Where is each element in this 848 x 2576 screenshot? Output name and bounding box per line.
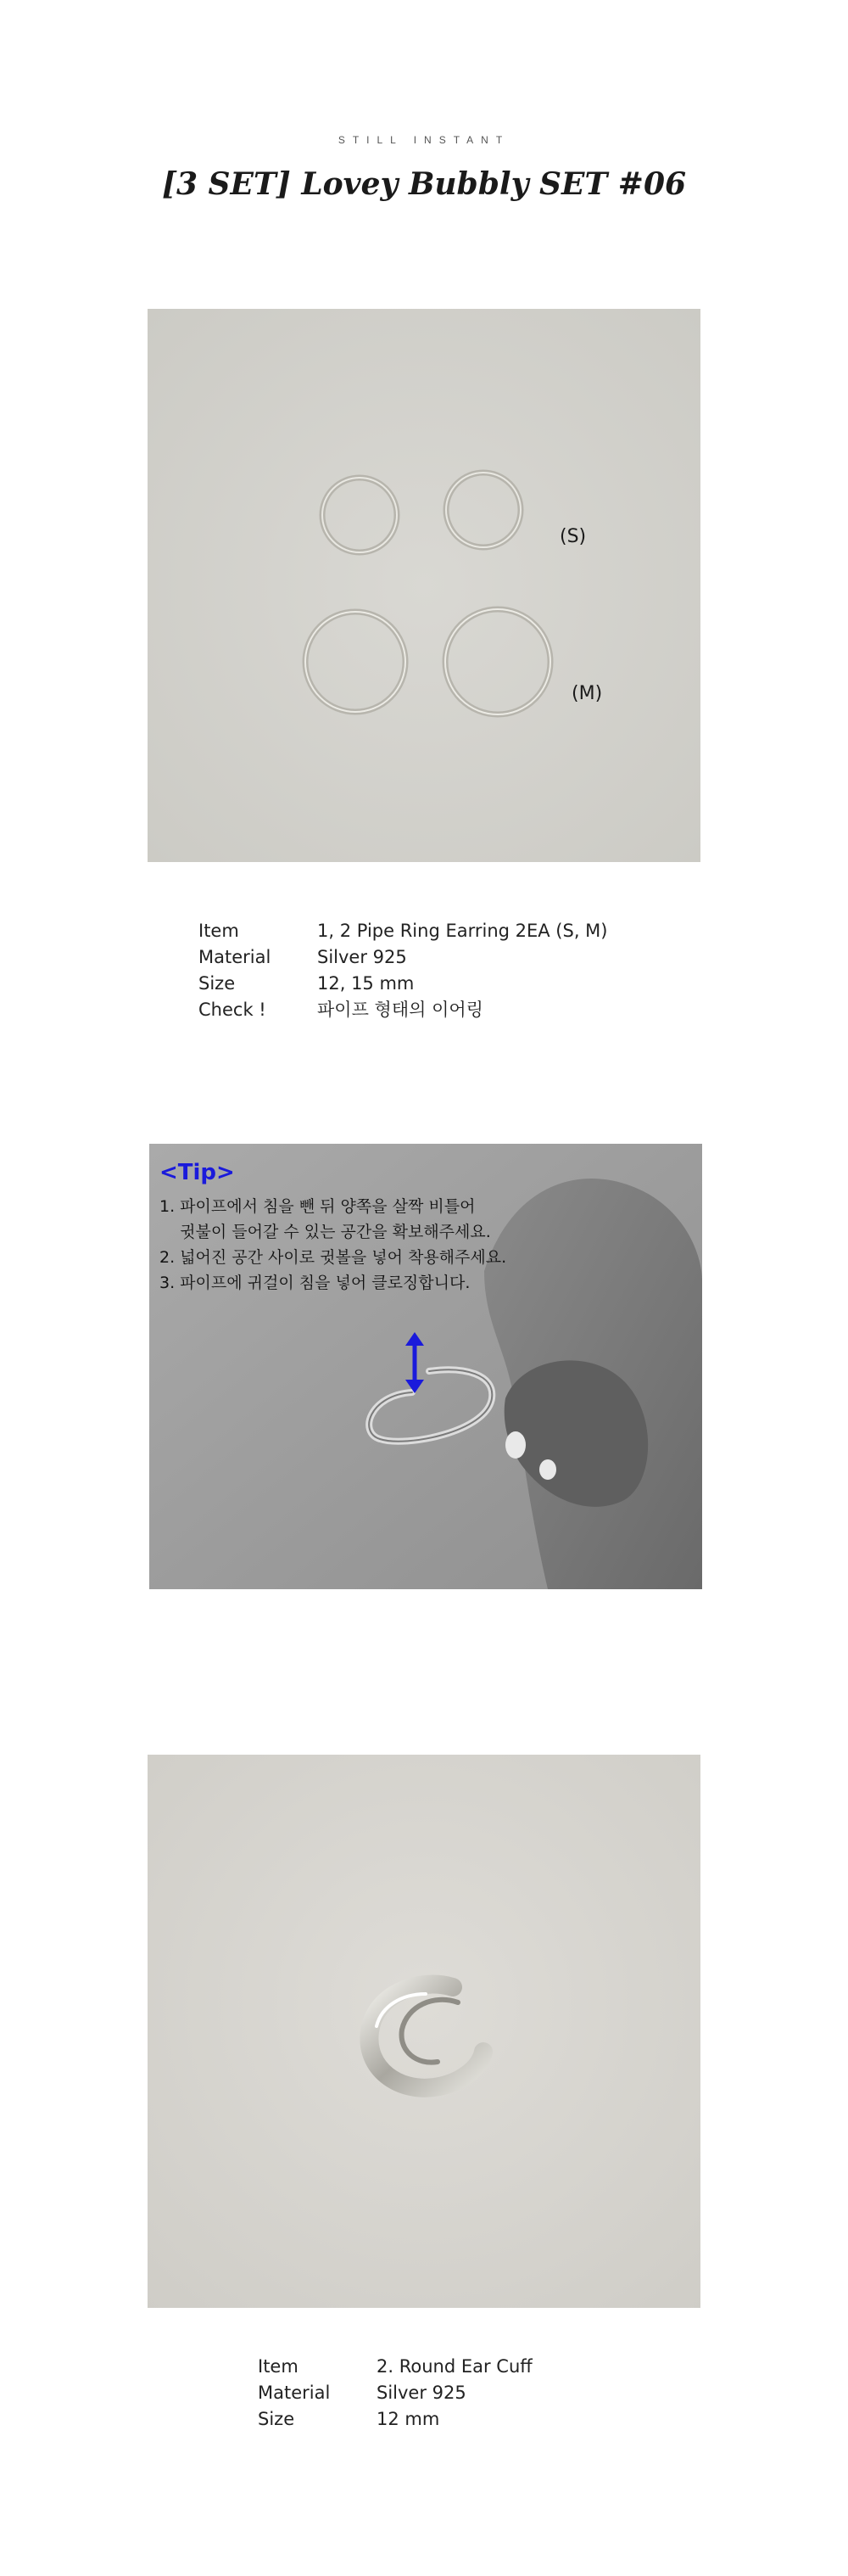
spec-value: 1, 2 Pipe Ring Earring 2EA (S, M) [317,921,608,941]
tip-line: 2. 넓어진 공간 사이로 귓볼을 넣어 착용해주세요. [159,1248,507,1267]
spec-value: 12 mm [377,2409,440,2429]
spec-value: 12, 15 mm [317,973,415,994]
spec-table-1 [198,918,608,1023]
tip-heading: <Tip> [159,1160,235,1185]
spec-key: Item [258,2356,298,2377]
spec-key: Item [198,921,239,941]
tip-line: 3. 파이프에 귀걸이 침을 넣어 클로징합니다. [159,1274,471,1292]
spec-row [258,2380,533,2406]
size-label-s: (S) [560,526,587,547]
tip-line: 1. 파이프에서 침을 뺀 뒤 양쪽을 살짝 비틀어 [159,1197,476,1216]
spec-row [258,2354,533,2380]
spec-table-2 [258,2354,533,2433]
tip-line: 귓불이 들어갈 수 있는 공간을 확보해주세요. [159,1223,491,1241]
spec-value: Silver 925 [377,2383,466,2403]
spec-key: Material [258,2383,331,2403]
spec-key: Check ! [198,1000,266,1020]
spec-value: 파이프 형태의 이어링 [317,1000,483,1020]
spec-row [198,918,608,944]
spec-key: Size [198,973,236,994]
spec-value: 2. Round Ear Cuff [377,2356,533,2377]
spec-row [198,971,608,997]
spec-value: Silver 925 [317,947,407,967]
spec-row [258,2406,533,2433]
spec-key: Size [258,2409,295,2429]
spec-row [198,944,608,971]
product-photo-ear-cuff [148,1755,700,2308]
spec-key: Material [198,947,271,967]
tip-photo [149,1144,702,1589]
spec-row [198,997,608,1023]
product-title: [3 SET] Lovey Bubbly SET #06 [161,166,687,202]
brand-name: STILL INSTANT [338,134,510,146]
product-photo-pipe-rings [148,309,700,862]
size-label-m: (M) [572,683,603,704]
